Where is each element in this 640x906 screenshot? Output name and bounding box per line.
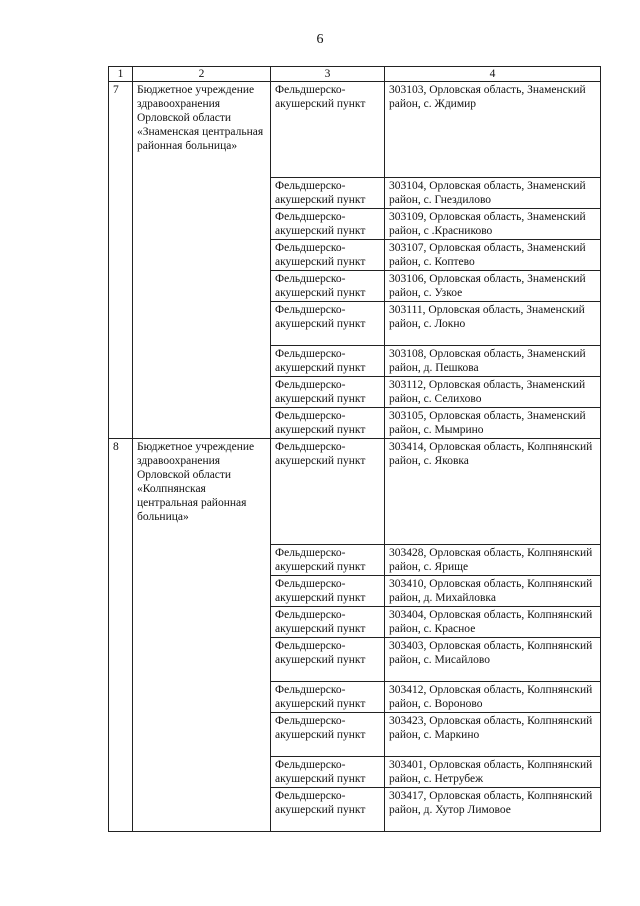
facility-address: 303412, Орловская область, Колпнянский район, с. Вороново [385, 682, 601, 713]
organization-name: Бюджетное учреждение здравоохранения Орловской области «Знаменская центральная районная больница» [133, 82, 271, 439]
facility-type: Фельдшерско-акушерский пункт [271, 178, 385, 209]
column-number: 2 [133, 67, 271, 82]
facility-type: Фельдшерско-акушерский пункт [271, 377, 385, 408]
facility-address: 303104, Орловская область, Знаменский район, с. Гнездилово [385, 178, 601, 209]
facility-type: Фельдшерско-акушерский пункт [271, 302, 385, 346]
facility-address: 303428, Орловская область, Колпнянский район, с. Ярище [385, 545, 601, 576]
page-number: 6 [316, 32, 324, 47]
column-number: 1 [109, 67, 133, 82]
column-number: 3 [271, 67, 385, 82]
organization-name: Бюджетное учреждение здравоохранения Орловской области «Колпнянская центральная районная больница» [133, 439, 271, 832]
facility-type: Фельдшерско-акушерский пункт [271, 788, 385, 832]
row-number: 7 [109, 82, 133, 439]
facility-type: Фельдшерско-акушерский пункт [271, 82, 385, 178]
facilities-table [108, 66, 601, 832]
column-numbers-row [109, 67, 601, 82]
facility-type: Фельдшерско-акушерский пункт [271, 271, 385, 302]
facility-type: Фельдшерско-акушерский пункт [271, 576, 385, 607]
facility-address: 303109, Орловская область, Знаменский район, с .Красниково [385, 209, 601, 240]
facility-address: 303106, Орловская область, Знаменский район, с. Узкое [385, 271, 601, 302]
facility-address: 303105, Орловская область, Знаменский район, с. Мымрино [385, 408, 601, 439]
facility-type: Фельдшерско-акушерский пункт [271, 439, 385, 545]
facility-type: Фельдшерско-акушерский пункт [271, 240, 385, 271]
facility-address: 303108, Орловская область, Знаменский район, д. Пешкова [385, 346, 601, 377]
facility-address: 303410, Орловская область, Колпнянский район, д. Михайловка [385, 576, 601, 607]
facility-address: 303417, Орловская область, Колпнянский район, д. Хутор Лимовое [385, 788, 601, 832]
column-number: 4 [385, 67, 601, 82]
facility-type: Фельдшерско-акушерский пункт [271, 209, 385, 240]
facility-type: Фельдшерско-акушерский пункт [271, 346, 385, 377]
table-row [109, 439, 601, 545]
facility-type: Фельдшерско-акушерский пункт [271, 545, 385, 576]
facility-type: Фельдшерско-акушерский пункт [271, 682, 385, 713]
facility-address: 303103, Орловская область, Знаменский район, с. Ждимир [385, 82, 601, 178]
row-number: 8 [109, 439, 133, 832]
facility-address: 303111, Орловская область, Знаменский район, с. Локно [385, 302, 601, 346]
facility-type: Фельдшерско-акушерский пункт [271, 607, 385, 638]
facility-type: Фельдшерско-акушерский пункт [271, 638, 385, 682]
facility-address: 303112, Орловская область, Знаменский район, с. Селихово [385, 377, 601, 408]
facility-address: 303404, Орловская область, Колпнянский район, с. Красное [385, 607, 601, 638]
facility-address: 303107, Орловская область, Знаменский район, с. Коптево [385, 240, 601, 271]
facility-address: 303414, Орловская область, Колпнянский район, с. Яковка [385, 439, 601, 545]
facility-type: Фельдшерско-акушерский пункт [271, 408, 385, 439]
facility-type: Фельдшерско-акушерский пункт [271, 713, 385, 757]
facility-address: 303403, Орловская область, Колпнянский район, с. Мисайлово [385, 638, 601, 682]
facility-type: Фельдшерско-акушерский пункт [271, 757, 385, 788]
table-row [109, 82, 601, 178]
facility-address: 303423, Орловская область, Колпнянский район, с. Маркино [385, 713, 601, 757]
facility-address: 303401, Орловская область, Колпнянский район, с. Нетрубеж [385, 757, 601, 788]
